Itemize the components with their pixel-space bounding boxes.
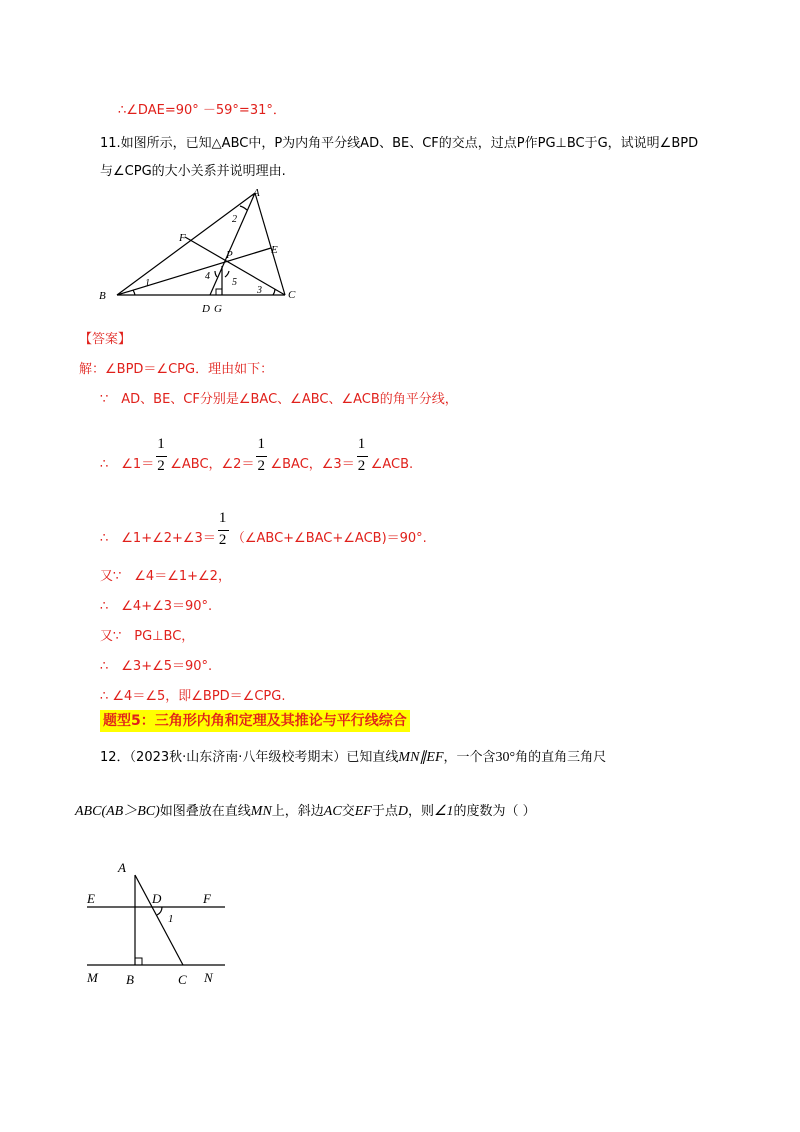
s4-suffix: （∠ABC+∠BAC+∠ACB)＝90°.	[231, 531, 427, 546]
q12-math-mn-ef: MN∥EF	[398, 750, 444, 765]
q11-text-line2: 与∠CPG的大小关系并说明理由.	[100, 164, 286, 179]
fig1-label-E: E	[271, 244, 278, 256]
q12-part: 12．（2023秋·山东济南·八年级校考期末）已知直线	[100, 750, 399, 765]
q12-math-abc: ABC(AB＞BC)	[75, 804, 160, 819]
fig1-angle-5: 5	[232, 277, 237, 288]
q12-part: 于点	[371, 804, 398, 819]
q12-text-line1	[100, 746, 606, 766]
q12-math-angle1: ∠1	[433, 804, 454, 819]
solution-step-8: ∴ ∠3+∠5＝90°.	[100, 659, 213, 674]
fig1-angle-2: 2	[232, 214, 237, 225]
solution-intro: 解：∠BPD＝∠CPG．理由如下：	[79, 362, 274, 377]
answer-tag: 【答案】	[79, 332, 132, 347]
fig1-label-B: B	[99, 290, 106, 302]
fig2-label-D: D	[152, 891, 162, 906]
q12-part: 交	[341, 804, 355, 819]
solution-step-5: 又∵ ∠4＝∠1+∠2，	[100, 569, 231, 584]
q12-math-d: D	[397, 804, 408, 819]
s3-part-b: ∠BAC，∠3＝	[270, 457, 355, 472]
q11-text-line1: 11.如图所示，已知△ABC中，P为内角平分线AD、BE、CF的交点，过点P作PG⊥BC于G，试说明∠BPD	[100, 136, 699, 151]
solution-step-7: 又∵ PG⊥BC，	[100, 629, 195, 644]
fig1-label-G: G	[214, 303, 222, 315]
q12-part: 的度数为（ ）	[453, 804, 536, 819]
prev-answer: ∴∠DAE=90° －59°=31°．	[118, 103, 286, 118]
q12-part: 上，斜边	[271, 804, 324, 819]
q12-figure	[82, 855, 232, 990]
q12-part: ，一个含	[443, 750, 496, 765]
q12-math-mn: MN	[250, 804, 272, 819]
fig1-label-P: P	[226, 249, 233, 261]
fig1-label-F: F	[179, 232, 186, 244]
q12-part: ，则	[407, 804, 434, 819]
solution-step-4: ∴ ∠1+∠2+∠3＝ $\frac{1}{2}$ （∠ABC+∠BAC+∠ACB)＝90°.	[100, 510, 427, 548]
fig1-angle-4: 4	[205, 271, 210, 282]
s3-part-a: ∠ABC，∠2＝	[170, 457, 255, 472]
q11-figure	[95, 185, 310, 315]
solution-step-6: ∴ ∠4+∠3＝90°.	[100, 599, 213, 614]
q12-math-ef: EF	[354, 804, 372, 819]
fig2-angle-1: 1	[168, 913, 174, 925]
solution-because: ∵ AD、BE、CF分别是∠BAC、∠ABC、∠ACB的角平分线，	[100, 392, 458, 407]
s3-prefix: ∴ ∠1＝	[100, 457, 155, 472]
q12-part: 角的直角三角尺	[515, 750, 607, 765]
fig1-label-D: D	[202, 303, 210, 315]
solution-step-9: ∴ ∠4＝∠5，即∠BPD＝∠CPG.	[100, 689, 286, 704]
fig2-label-C: C	[178, 972, 187, 987]
fig2-label-E: E	[87, 891, 95, 906]
fig1-angle-1: 1	[145, 278, 150, 289]
s3-part-c: ∠ACB.	[370, 457, 414, 472]
q12-math-30deg: 30°	[495, 750, 516, 765]
fig1-angle-3: 3	[257, 285, 262, 296]
fig2-label-M: M	[87, 970, 98, 985]
fig2-label-F: F	[203, 891, 211, 906]
q12-math-ac: AC	[323, 804, 342, 819]
fig2-label-N: N	[204, 970, 213, 985]
fig1-label-A: A	[253, 187, 260, 199]
fig2-label-B: B	[126, 972, 134, 987]
section-heading-5: 题型5：三角形内角和定理及其推论与平行线综合	[100, 710, 410, 732]
fig1-label-C: C	[288, 289, 296, 301]
q12-part: 如图叠放在直线	[159, 804, 251, 819]
s4-prefix: ∴ ∠1+∠2+∠3＝	[100, 531, 216, 546]
solution-step-3: ∴ ∠1＝ $\frac{1}{2}$ ∠ABC，∠2＝ $\frac{1}{2}$ ∠BAC，∠3＝ $\frac{1}{2}$ ∠ACB.	[100, 436, 414, 474]
fig2-label-A: A	[118, 860, 126, 875]
q12-text-line2	[75, 800, 536, 820]
